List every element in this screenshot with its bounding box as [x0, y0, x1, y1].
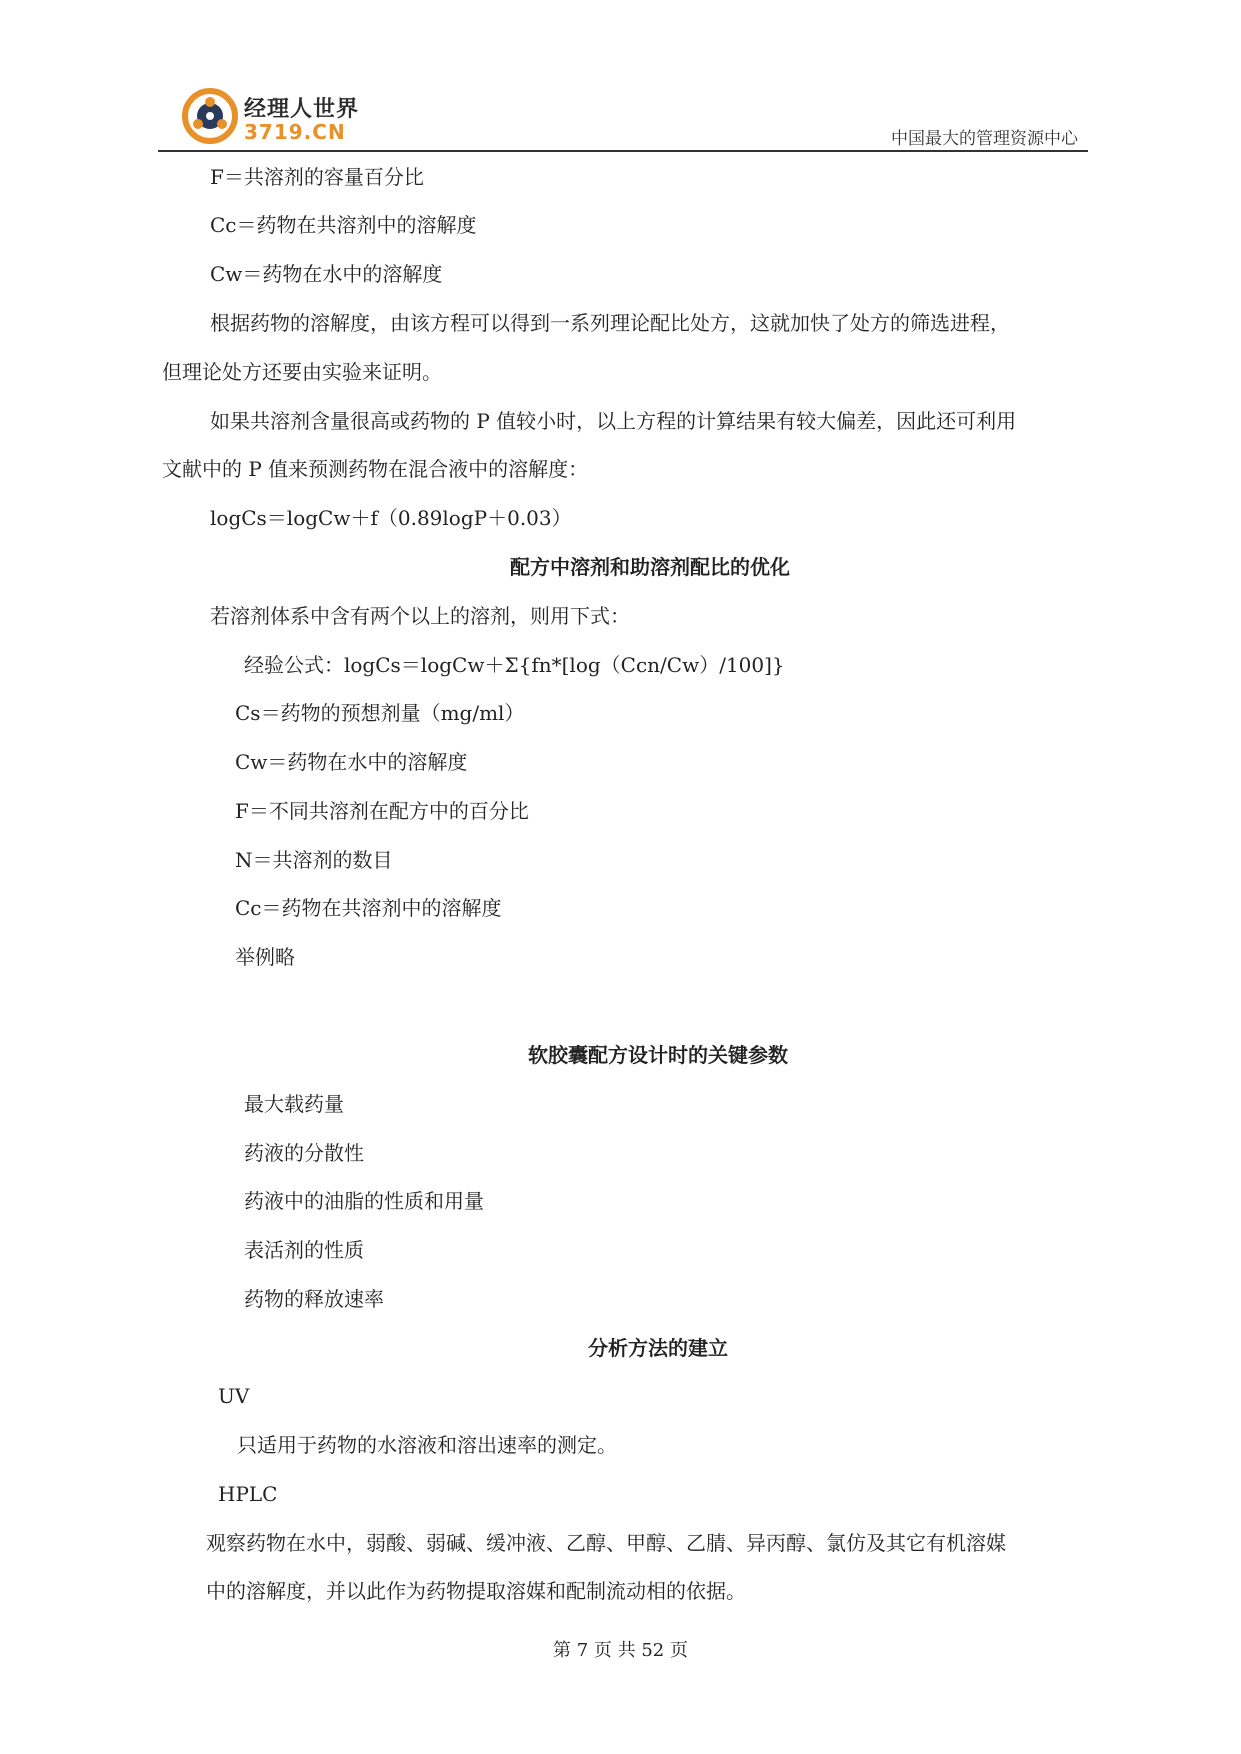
param-item-1: 最大载药量 [244, 1092, 344, 1116]
logo-domain-text: 3719.CN [244, 120, 346, 144]
paragraph-2-line-2: 文献中的 P 值来预测药物在混合液中的溶解度： [162, 457, 589, 481]
method-uv-label: UV [218, 1384, 250, 1408]
paragraph-1-line-2: 但理论处方还要由实验来证明。 [162, 360, 442, 384]
paragraph-3: 若溶剂体系中含有两个以上的溶剂，则用下式： [210, 604, 630, 628]
method-hplc-desc-line-1: 观察药物在水中，弱酸、弱碱、缓冲液、乙醇、甲醇、乙腈、异丙醇、氯仿及其它有机溶媒 [206, 1531, 1006, 1555]
definition-cs: Cs＝药物的预想剂量（mg/ml） [235, 701, 525, 725]
definition-n: N＝共溶剂的数目 [235, 848, 393, 872]
definition-cc-2: Cc＝药物在共溶剂中的溶解度 [235, 896, 502, 920]
param-item-4: 表活剂的性质 [244, 1238, 364, 1262]
formula-1: logCs＝logCw＋f（0.89logP＋0.03） [210, 506, 572, 530]
section-heading-softgel-params: 软胶囊配方设计时的关键参数 [528, 1043, 788, 1067]
section-heading-analysis-method: 分析方法的建立 [588, 1336, 728, 1360]
param-item-2: 药液的分散性 [244, 1141, 364, 1165]
definition-f-2: F＝不同共溶剂在配方中的百分比 [235, 799, 529, 823]
param-item-5: 药物的释放速率 [244, 1287, 384, 1311]
method-hplc-label: HPLC [218, 1482, 278, 1506]
paragraph-1-line-1: 根据药物的溶解度，由该方程可以得到一系列理论配比处方，这就加快了处方的筛选进程， [210, 311, 1010, 335]
site-logo [182, 88, 402, 148]
definition-cc: Cc＝药物在共溶剂中的溶解度 [210, 213, 477, 237]
header-tagline: 中国最大的管理资源中心 [891, 129, 1078, 149]
page-header [158, 80, 1088, 152]
param-item-3: 药液中的油脂的性质和用量 [244, 1189, 484, 1213]
method-uv-desc: 只适用于药物的水溶液和溶出速率的测定。 [237, 1433, 617, 1457]
example-omitted: 举例略 [235, 945, 295, 969]
definition-f: F＝共溶剂的容量百分比 [210, 165, 424, 189]
formula-2: 经验公式：logCs＝logCw＋Σ{fn*[log（Ccn/Cw）/100]} [244, 653, 785, 677]
method-hplc-desc-line-2: 中的溶解度，并以此作为药物提取溶媒和配制流动相的依据。 [206, 1579, 746, 1603]
header-divider [158, 150, 1088, 152]
logo-chinese-text: 经理人世界 [244, 97, 360, 122]
page-number-footer: 第 7 页 共 52 页 [553, 1640, 688, 1661]
definition-cw-2: Cw＝药物在水中的溶解度 [235, 750, 468, 774]
definition-cw: Cw＝药物在水中的溶解度 [210, 262, 443, 286]
paragraph-2-line-1: 如果共溶剂含量很高或药物的 P 值较小时，以上方程的计算结果有较大偏差，因此还可利用 [210, 409, 1017, 433]
section-heading-solvent-ratio: 配方中溶剂和助溶剂配比的优化 [510, 555, 790, 579]
logo-emblem-icon [182, 88, 238, 144]
